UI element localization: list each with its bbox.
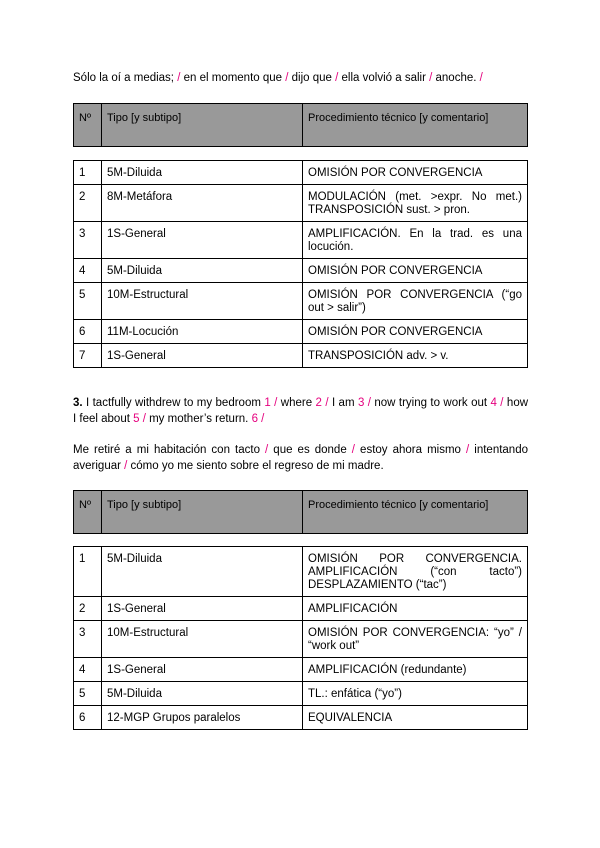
translation-seg-4: intentando averiguar <box>73 444 528 472</box>
segment-slash: / <box>177 72 181 84</box>
row-type: 10M-Estructural <box>102 283 303 320</box>
row-num: 1 <box>74 547 102 597</box>
segment-slash: / <box>429 72 433 84</box>
table-header-row <box>74 104 528 147</box>
row-procedure: AMPLIFICACIÓN. En la trad. es una locución. <box>303 222 528 259</box>
example-number: 3. <box>73 397 83 409</box>
row-procedure: TL.: enfática (“yo”) <box>303 682 528 706</box>
row-procedure: MODULACIÓN (met. >expr. No met.) TRANSPOSICIÓN sust. > pron. <box>303 185 528 222</box>
row-procedure: OMISIÓN POR CONVERGENCIA (“go out > salir”) <box>303 283 528 320</box>
header-num: Nº <box>74 491 102 534</box>
row-num: 3 <box>74 621 102 658</box>
segment-mark: 5 / <box>133 413 146 425</box>
row-num: 3 <box>74 222 102 259</box>
intro-sentence <box>73 70 528 86</box>
row-num: 6 <box>74 706 102 730</box>
table-row <box>74 320 528 344</box>
table-row <box>74 658 528 682</box>
table-row <box>74 621 528 658</box>
translation-seg-5: cómo yo me siento sobre el regreso de mi madre. <box>127 460 384 472</box>
table-header-row <box>74 491 528 534</box>
row-procedure: OMISIÓN POR CONVERGENCIA <box>303 161 528 185</box>
row-procedure: AMPLIFICACIÓN (redundante) <box>303 658 528 682</box>
row-type: 1S-General <box>102 344 303 368</box>
table-row <box>74 682 528 706</box>
segment-slash: / <box>466 444 470 456</box>
example-seg-5: how I feel about <box>73 397 529 425</box>
example-seg-4: now trying to work out <box>370 397 491 409</box>
table-row <box>74 283 528 320</box>
table2-body <box>73 546 528 730</box>
header-procedure: Procedimiento técnico [y comentario] <box>303 104 528 147</box>
row-procedure: TRANSPOSICIÓN adv. > v. <box>303 344 528 368</box>
header-num: Nº <box>74 104 102 147</box>
segment-slash: / <box>285 72 289 84</box>
row-type: 12-MGP Grupos paralelos <box>102 706 303 730</box>
row-num: 5 <box>74 682 102 706</box>
segment-slash: / <box>265 444 269 456</box>
example-seg-3: I am <box>328 397 358 409</box>
table-row <box>74 222 528 259</box>
row-procedure: EQUIVALENCIA <box>303 706 528 730</box>
table2-header <box>73 490 528 534</box>
row-num: 2 <box>74 597 102 621</box>
row-type: 5M-Diluida <box>102 161 303 185</box>
row-procedure: OMISIÓN POR CONVERGENCIA. AMPLIFICACIÓN (“con tacto”) DESPLAZAMIENTO (“tac”) <box>303 547 528 597</box>
segment-slash: / <box>351 444 355 456</box>
row-num: 7 <box>74 344 102 368</box>
row-type: 8M-Metáfora <box>102 185 303 222</box>
table-row <box>74 706 528 730</box>
segment-slash: / <box>335 72 339 84</box>
header-type: Tipo [y subtipo] <box>102 104 303 147</box>
segment-mark: 1 / <box>264 397 278 409</box>
row-num: 1 <box>74 161 102 185</box>
header-type: Tipo [y subtipo] <box>102 491 303 534</box>
row-num: 5 <box>74 283 102 320</box>
table1-header <box>73 103 528 147</box>
example3-sentence <box>73 395 528 427</box>
segment-mark: 3 / <box>357 397 371 409</box>
intro-seg-5: anoche. <box>432 72 480 84</box>
row-num: 2 <box>74 185 102 222</box>
row-type: 5M-Diluida <box>102 547 303 597</box>
intro-seg-4: ella volvió a salir <box>338 72 430 84</box>
segment-slash: / <box>124 460 128 472</box>
row-type: 1S-General <box>102 222 303 259</box>
row-type: 10M-Estructural <box>102 621 303 658</box>
table-row <box>74 259 528 283</box>
table-row <box>74 161 528 185</box>
row-procedure: OMISIÓN POR CONVERGENCIA <box>303 320 528 344</box>
example-seg-2: where <box>277 397 316 409</box>
segment-mark: 2 / <box>315 397 329 409</box>
row-type: 5M-Diluida <box>102 259 303 283</box>
table-row <box>74 547 528 597</box>
row-type: 1S-General <box>102 597 303 621</box>
segment-mark: 4 / <box>490 397 504 409</box>
translation3-sentence <box>73 442 528 474</box>
translation-seg-3: estoy ahora mismo <box>355 444 467 456</box>
translation-seg-2: que es donde <box>268 444 352 456</box>
segment-slash: / <box>479 72 483 84</box>
segment-mark: 6 / <box>251 413 265 425</box>
row-procedure: OMISIÓN POR CONVERGENCIA <box>303 259 528 283</box>
row-num: 4 <box>74 658 102 682</box>
example-seg-1: I tactfully withdrew to my bedroom <box>82 397 265 409</box>
table-row <box>74 344 528 368</box>
row-num: 4 <box>74 259 102 283</box>
intro-seg-1: Sólo la oí a medias; <box>73 72 178 84</box>
header-procedure: Procedimiento técnico [y comentario] <box>303 491 528 534</box>
intro-seg-2: en el momento que <box>180 72 286 84</box>
table-row <box>74 185 528 222</box>
row-type: 1S-General <box>102 658 303 682</box>
example-seg-6: my mother’s return. <box>145 413 252 425</box>
row-procedure: AMPLIFICACIÓN <box>303 597 528 621</box>
row-type: 5M-Diluida <box>102 682 303 706</box>
row-type: 11M-Locución <box>102 320 303 344</box>
row-procedure: OMISIÓN POR CONVERGENCIA: “yo” / “work out” <box>303 621 528 658</box>
table1-body <box>73 160 528 368</box>
table-row <box>74 597 528 621</box>
row-num: 6 <box>74 320 102 344</box>
translation-seg-1: Me retiré a mi habitación con tacto <box>73 444 266 456</box>
intro-seg-3: dijo que <box>288 72 336 84</box>
